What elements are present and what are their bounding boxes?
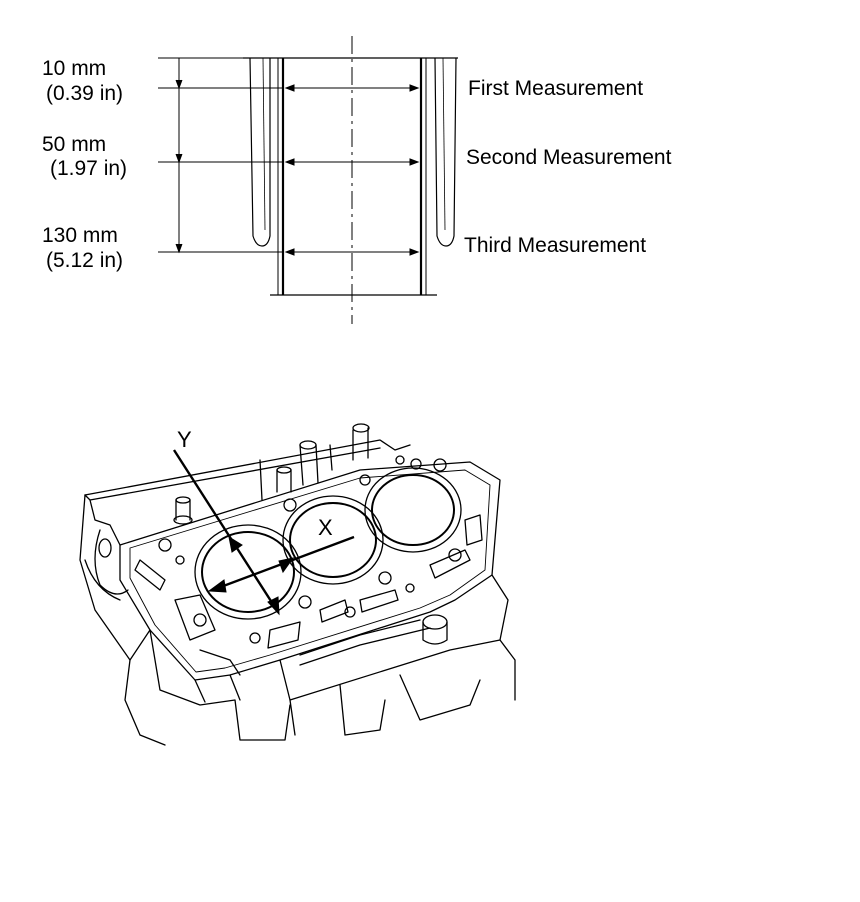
depth-label-second-in: (1.97 in): [50, 157, 128, 180]
depth-label-third-mm: 130 mm: [42, 224, 118, 247]
axis-label-y: Y: [177, 427, 192, 452]
y-direction-line: [174, 450, 278, 612]
depth-label-first-mm: 10 mm: [42, 57, 107, 80]
cylinder-bore-1: [195, 525, 301, 619]
measurement-label-first: First Measurement: [468, 77, 644, 100]
depth-label-second-mm: 50 mm: [42, 133, 107, 156]
axis-label-x: X: [318, 515, 333, 540]
x-arrow-left: [209, 580, 226, 592]
depth-label-first-in: (0.39 in): [46, 82, 124, 105]
cylinder-bore-2: [283, 496, 383, 584]
y-arrow-top: [229, 537, 242, 552]
measurement-label-third: Third Measurement: [464, 234, 647, 257]
dowel-pin: [174, 497, 192, 524]
cylinder-bore-3: [365, 468, 461, 552]
measurement-label-second: Second Measurement: [466, 146, 672, 169]
depth-label-third-in: (5.12 in): [46, 249, 124, 272]
x-arrow-right: [279, 558, 293, 572]
